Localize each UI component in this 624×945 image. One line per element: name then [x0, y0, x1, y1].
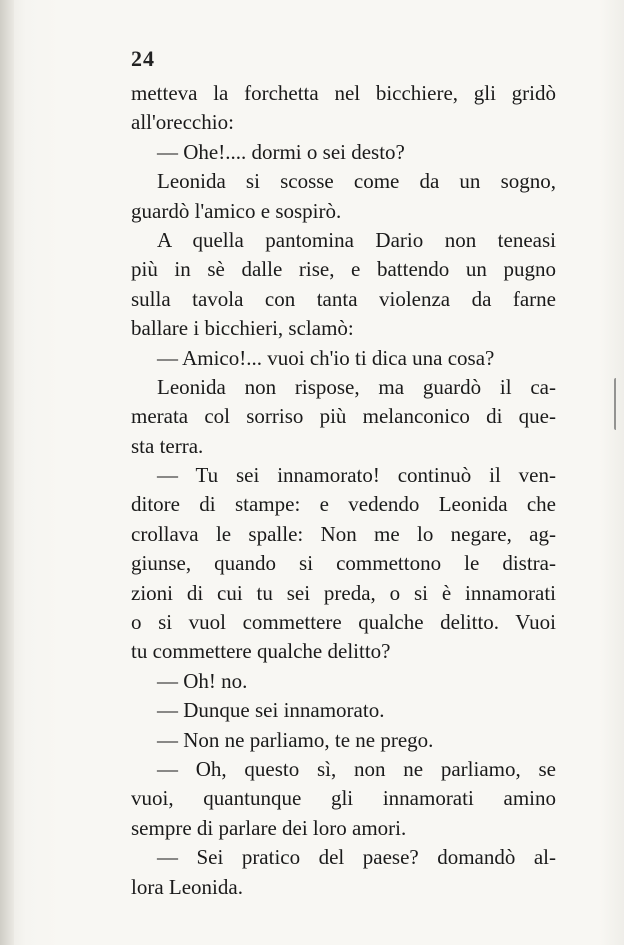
text-line: più in sè dalle rise, e battendo un pugno — [131, 257, 556, 282]
text-line: — Amico!... vuoi ch'io ti dica una cosa? — [157, 345, 495, 370]
body-text — [131, 79, 556, 902]
text-line: — Oh! no. — [157, 668, 248, 693]
text-line: all'orecchio: — [131, 110, 234, 135]
text-line: tu commettere qualche delitto? — [131, 639, 391, 664]
text-line: sta terra. — [131, 433, 204, 458]
text-line: A quella pantomina Dario non teneasi — [157, 227, 556, 252]
text-line: lora Leonida. — [131, 874, 243, 899]
text-line: giunse, quando si commettono le distra- — [131, 551, 556, 576]
text-line: guardò l'amico e sospirò. — [131, 198, 342, 223]
page-binding-edge — [0, 0, 14, 945]
text-line: — Non ne parliamo, te ne prego. — [157, 727, 434, 752]
text-line: — Sei pratico del paese? domandò al- — [157, 845, 556, 870]
text-line: — Tu sei innamorato! continuò il ven- — [157, 463, 556, 488]
text-line: — Oh, questo sì, non ne parliamo, se — [157, 756, 556, 781]
text-line: — Ohe!.... dormi o sei desto? — [157, 139, 405, 164]
text-line: — Dunque sei innamorato. — [157, 698, 385, 723]
text-line: merata col sorriso più melanconico di que- — [131, 404, 556, 429]
text-line: Leonida non rispose, ma guardò il ca- — [157, 374, 556, 399]
text-line: metteva la forchetta nel bicchiere, gli gridò — [131, 81, 556, 105]
text-line: ditore di stampe: e vedendo Leonida che — [131, 492, 556, 517]
text-line: sempre di parlare dei loro amori. — [131, 815, 407, 840]
text-line: ballare i bicchieri, sclamò: — [131, 316, 354, 341]
text-line: vuoi, quantunque gli innamorati amino — [131, 786, 556, 811]
text-line: zioni di cui tu sei preda, o si è innamorati — [131, 580, 556, 605]
margin-mark — [614, 378, 619, 430]
text-line: o si vuol commettere qualche delitto. Vuoi — [131, 610, 556, 635]
text-line: crollava le spalle: Non me lo negare, ag- — [131, 521, 556, 546]
text-line: Leonida si scosse come da un sogno, — [157, 169, 556, 194]
page-number: 24 — [131, 46, 155, 71]
text-line: sulla tavola con tanta violenza da farne — [131, 286, 556, 311]
